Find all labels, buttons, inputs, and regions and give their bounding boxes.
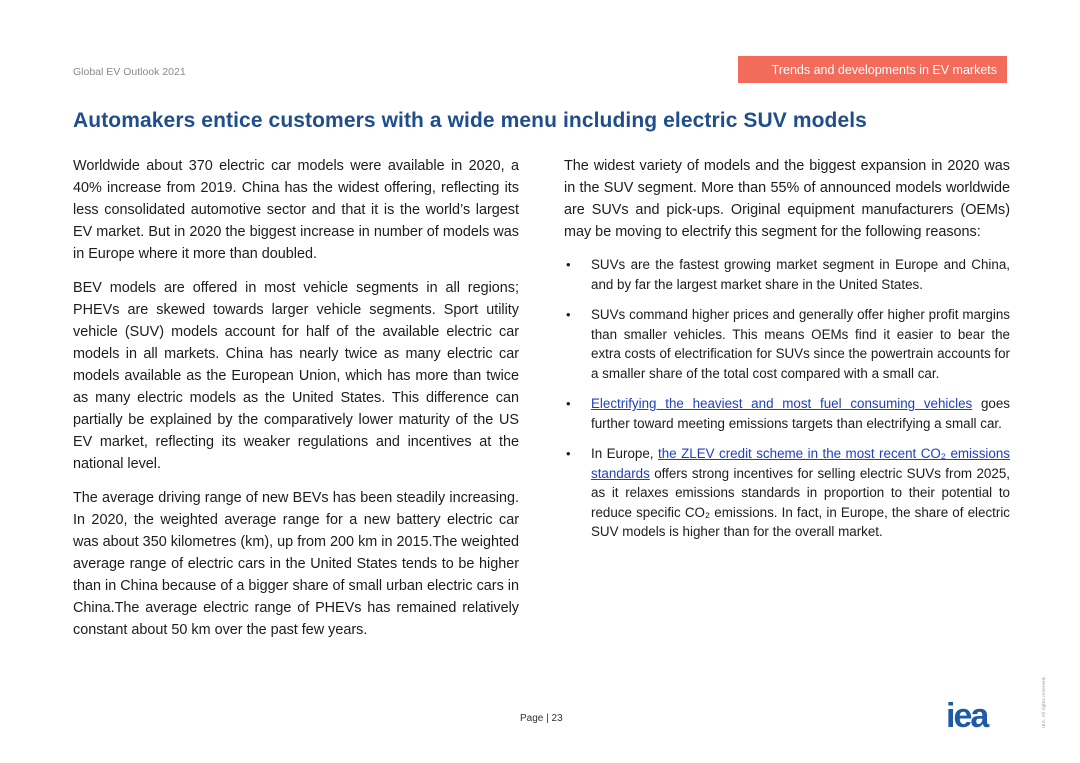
bullet-icon: • xyxy=(566,257,571,272)
page-heading: Automakers entice customers with a wide menu including electric SUV models xyxy=(73,109,867,132)
list-item xyxy=(564,444,1010,542)
document-title: Global EV Outlook 2021 xyxy=(73,66,186,78)
paragraph: Worldwide about 370 electric car models were available in 2020, a 40% increase from 2019. China has the widest offering, reflecting its less consolidated automotive sector and that it is the world’s largest EV market. But in 2020 the biggest increase in number of models was in Europe where it more than doubled. xyxy=(73,158,519,262)
intro-paragraph: The widest variety of models and the biggest expansion in 2020 was in the SUV segment. More than 55% of announced models worldwide are SUVs and pick-ups. Original equipment manufacturers (OEMs) may be moving to electrify this segment for the following reasons: xyxy=(564,158,1010,240)
bullet-icon: • xyxy=(566,307,571,322)
bullet-icon: • xyxy=(566,446,571,461)
bullet-text: SUVs are the fastest growing market segment in Europe and China, and by far the largest market share in the United States. xyxy=(591,257,1010,292)
bullet-text: SUVs command higher prices and generally offer higher profit margins than smaller vehicles. This means OEMs find it easier to bear the extra costs of electrification for SUVs since the powertrain accounts for a smaller share of the total cost compared with a small car. xyxy=(591,307,1011,381)
list-item xyxy=(564,255,1010,294)
rights-notice: IEA. All rights reserved. xyxy=(1041,676,1046,728)
paragraph: The average driving range of new BEVs has been steadily increasing. In 2020, the weighted average range for a new battery electric car was about 350 kilometres (km), up from 200 km in 2015.The weighted average range of electric cars in the United States tends to be higher than in China because of a bigger share of small urban electric cars in China.The average electric range of PHEVs has remained relatively constant about 50 km over the past few years. xyxy=(73,490,519,638)
iea-logo xyxy=(946,700,1008,732)
bullet-text: offers strong incentives for selling electric SUVs from 2025, as it relaxes emissions standards in proportion to their potential to reduce specific CO₂ emissions. In fact, in Europe, the share of electric SUV models is higher than for the overall market. xyxy=(591,465,1010,539)
bullet-prefix: In Europe, xyxy=(591,446,658,461)
heaviest-vehicles-link[interactable]: Electrifying the heaviest and most fuel consuming vehicles xyxy=(591,396,973,411)
logo-text: iea xyxy=(946,700,988,732)
list-item xyxy=(564,305,1010,383)
zlev-credit-link[interactable]: the ZLEV credit scheme in the most recent CO₂ emissions standards xyxy=(591,446,1010,481)
left-column xyxy=(73,155,519,653)
paragraph: BEV models are offered in most vehicle segments in all regions; PHEVs are skewed towards larger vehicle segments. Sport utility vehicle (SUV) models account for half of the available electric car models in all markets. China has nearly twice as many electric car models available as the European Union, which has more than twice as many electric models as the United States. This difference can partially be explained by the comparatively lower maturity of the US EV market, reflecting its weaker regulations and incentives at the national level. xyxy=(73,280,519,472)
bullet-text: goes further toward meeting emissions targets than electrifying a small car. xyxy=(591,396,1010,431)
section-tag: Trends and developments in EV markets xyxy=(738,56,1007,83)
bullet-icon: • xyxy=(566,396,571,411)
right-column xyxy=(564,155,1010,553)
page-number: Page | 23 xyxy=(520,713,563,724)
reasons-list xyxy=(564,255,1010,542)
list-item xyxy=(564,394,1010,433)
